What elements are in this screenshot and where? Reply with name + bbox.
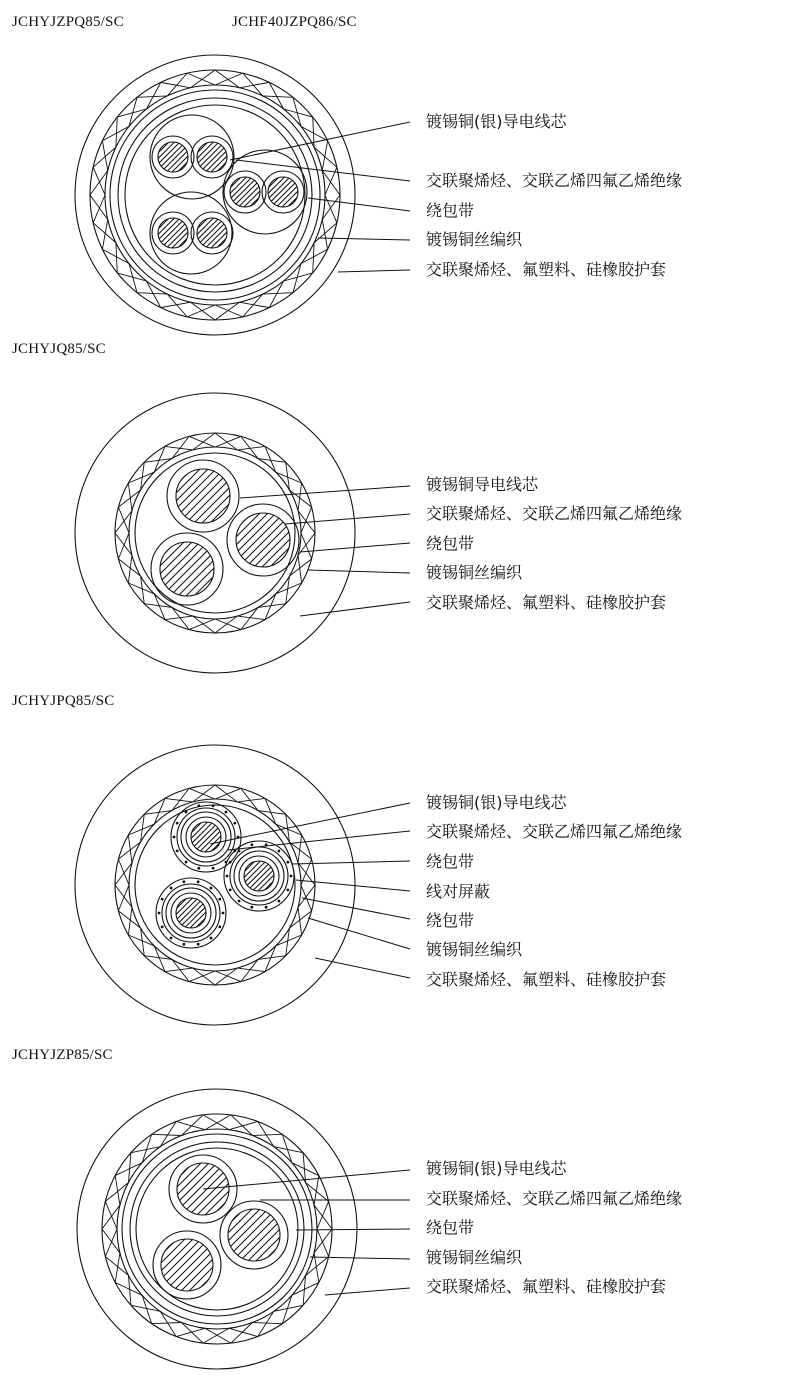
braid-wire	[229, 1328, 258, 1336]
braid-wire	[116, 117, 117, 147]
hatch-line	[216, 1209, 268, 1261]
model-label: JCHF40JZPQ86/SC	[232, 14, 357, 30]
callout-label: 绕包带	[426, 1218, 475, 1237]
braid-outer-ring	[115, 433, 315, 633]
braid-wire	[137, 96, 167, 97]
conductor-core	[197, 218, 227, 248]
braid-wire	[118, 885, 129, 911]
conductor-core	[230, 177, 260, 207]
conductor-hatch	[128, 218, 213, 248]
insulation	[167, 460, 239, 532]
leader-line	[308, 918, 410, 949]
conductor-core	[176, 469, 230, 523]
shield-dot	[182, 943, 185, 946]
conductor-core	[160, 542, 214, 596]
braid-outer-ring	[115, 785, 315, 985]
shield-dot	[170, 937, 173, 940]
shield-dot	[161, 925, 164, 928]
braid-wire	[116, 243, 117, 273]
hatch-line	[189, 1163, 241, 1215]
callout-label: 交联聚烯烃、氟塑料、硅橡胶护套	[426, 260, 667, 279]
leader-line	[228, 831, 410, 850]
callout-label: 线对屏蔽	[426, 882, 491, 901]
braid-wire	[215, 73, 243, 85]
conductor-hatch	[167, 218, 252, 248]
hatch-line	[178, 469, 232, 523]
conductor-hatch	[238, 177, 323, 207]
inner-ring	[130, 1142, 304, 1316]
braid-wire	[105, 1229, 117, 1257]
braid-wire	[215, 971, 241, 982]
hatch-line	[173, 1163, 225, 1215]
braid-wire	[263, 293, 293, 294]
callout-label: 镀锡铜(银)导电线芯	[426, 1159, 567, 1178]
insulation	[181, 812, 231, 862]
braid-wire	[137, 293, 167, 294]
shield-dot	[170, 887, 173, 890]
hatch-line	[162, 542, 216, 596]
cable-section-2	[0, 340, 801, 690]
braid-wire	[205, 1115, 231, 1130]
hatch-line	[240, 1209, 292, 1261]
callout-label: 镀锡铜导电线芯	[426, 475, 539, 494]
shield-dot	[173, 836, 176, 839]
callout-label: 交联聚烯烃、交联乙烯四氟乙烯绝缘	[426, 822, 683, 841]
shield-dot	[212, 804, 215, 807]
leader-line	[325, 1288, 410, 1295]
shield-dot	[229, 888, 232, 891]
braid-wire	[118, 507, 129, 533]
hatch-line	[262, 513, 316, 567]
braid-wire	[215, 619, 241, 630]
shield-dot	[185, 811, 188, 814]
braid-wire	[205, 1328, 231, 1343]
braid-wire	[301, 507, 312, 533]
hatch-line	[208, 1209, 260, 1261]
conductor-hatch	[122, 469, 280, 523]
hatch-line	[154, 469, 208, 523]
shield-dot	[210, 937, 213, 940]
hatch-line	[157, 1163, 209, 1215]
braid-inner-ring	[105, 85, 325, 305]
callout-label: 交联聚烯烃、氟塑料、硅橡胶护套	[426, 1277, 667, 1296]
model-label: JCHYJZPQ85/SC	[12, 14, 124, 30]
shield-dot	[286, 888, 289, 891]
conductor-core	[158, 218, 188, 248]
shield-dot	[278, 850, 281, 853]
hatch-line	[128, 218, 158, 248]
braid-wire	[252, 1134, 282, 1135]
shield-dot	[225, 811, 228, 814]
leader-line	[296, 1229, 410, 1230]
shield-dot	[182, 880, 185, 883]
cable-section-3	[0, 690, 801, 1045]
conductor-core	[191, 822, 221, 852]
hatch-line	[106, 542, 160, 596]
cable-section-4	[0, 1045, 801, 1380]
insulation	[227, 504, 299, 576]
braid-wire	[152, 1134, 182, 1135]
conductor-core	[197, 142, 227, 172]
braid-wire	[187, 73, 215, 85]
leader-line	[203, 1170, 410, 1189]
callout-label: 交联聚烯烃、交联乙烯四氟乙烯绝缘	[426, 171, 683, 190]
braid-wire	[176, 1328, 205, 1336]
hatch-line	[194, 542, 248, 596]
conductor-core	[176, 898, 206, 928]
hatch-line	[186, 469, 240, 523]
outer-sheath	[75, 745, 355, 1025]
insulation	[151, 533, 223, 605]
conductor-hatch	[128, 142, 213, 172]
braid-wire	[229, 1121, 258, 1129]
leader-line	[285, 514, 410, 524]
callout-label: 绕包带	[426, 852, 475, 871]
braid-wire	[189, 436, 215, 447]
callout-label: 绕包带	[426, 201, 475, 220]
hatch-line	[186, 542, 240, 596]
hatch-line	[170, 469, 224, 523]
outer-sheath	[75, 393, 355, 673]
conductor-core	[268, 177, 298, 207]
pair-wrap	[223, 150, 307, 234]
shield-dot	[238, 850, 241, 853]
braid-wire	[325, 195, 337, 223]
shield-dot	[185, 861, 188, 864]
insulation	[234, 851, 284, 901]
shield-dot	[278, 900, 281, 903]
shield-dot	[229, 861, 232, 864]
callout-label: 交联聚烯烃、氟塑料、硅橡胶护套	[426, 970, 667, 989]
cable-section-1	[0, 0, 801, 340]
hatch-line	[170, 542, 224, 596]
braid-wire	[105, 1201, 117, 1229]
shield-dot	[212, 867, 215, 870]
shield-dot	[158, 912, 161, 915]
braid-wire	[203, 1328, 229, 1343]
braid-wire	[317, 1201, 329, 1229]
leader-line	[292, 861, 410, 864]
callout-label: 镀锡铜丝编织	[426, 940, 523, 959]
hatch-line	[173, 1239, 225, 1291]
leader-line	[308, 198, 410, 211]
braid-wire	[215, 436, 241, 447]
hatch-line	[189, 1239, 241, 1291]
hatch-line	[157, 1239, 209, 1291]
callout-label: 镀锡铜(银)导电线芯	[426, 112, 567, 131]
hatch-line	[178, 542, 232, 596]
braid-wire	[317, 1229, 329, 1257]
hatch-line	[200, 1209, 252, 1261]
braid-wire	[215, 305, 243, 317]
shield-dot	[265, 906, 268, 909]
wrap-tape	[122, 1134, 312, 1324]
hatch-line	[138, 542, 192, 596]
leader-line	[236, 160, 410, 181]
leader-line	[302, 898, 410, 919]
hatch-line	[165, 1163, 217, 1215]
model-label: JCHYJZP85/SC	[12, 1047, 113, 1063]
braid-wire	[252, 1323, 282, 1324]
braid-wire	[215, 788, 241, 799]
leader-line	[338, 270, 410, 272]
hatch-line	[194, 469, 248, 523]
shield-dot	[210, 887, 213, 890]
wrap-tape	[135, 453, 295, 613]
conductor-hatch	[106, 542, 264, 596]
insulation	[153, 1231, 221, 1299]
shield-dot	[250, 843, 253, 846]
leader-line	[240, 486, 410, 498]
hatch-line	[248, 1209, 300, 1261]
model-label: JCHYJQ85/SC	[12, 341, 106, 357]
braid-inner-ring	[129, 447, 301, 619]
callout-label: 交联聚烯烃、交联乙烯四氟乙烯绝缘	[426, 504, 683, 523]
outer-sheath	[75, 55, 355, 335]
braid-wire	[152, 1323, 182, 1324]
braid-wire	[118, 533, 129, 559]
callout-label: 交联聚烯烃、氟塑料、硅橡胶护套	[426, 593, 667, 612]
braid-wire	[93, 167, 105, 195]
braid-wire	[176, 1121, 205, 1129]
braid-wire	[118, 859, 129, 885]
conductor-core	[228, 1209, 280, 1261]
cable-cross-section-diagram	[0, 0, 801, 340]
callout-label: 镀锡铜(银)导电线芯	[426, 793, 567, 812]
callout-label: 镀锡铜丝编织	[426, 1248, 523, 1267]
braid-wire	[93, 195, 105, 223]
cable-cross-section-diagram	[0, 1045, 801, 1380]
shield-dot	[290, 875, 293, 878]
leader-line	[310, 1257, 410, 1259]
hatch-line	[128, 142, 158, 172]
conductor-core	[236, 513, 290, 567]
hatch-line	[222, 513, 276, 567]
model-label: JCHYJPQ85/SC	[12, 693, 115, 709]
shield-dot	[250, 906, 253, 909]
hatch-line	[205, 1163, 257, 1215]
hatch-line	[165, 1239, 217, 1291]
shield-dot	[233, 822, 236, 825]
shield-dot	[226, 875, 229, 878]
shield-dot	[197, 867, 200, 870]
shield-dot	[238, 900, 241, 903]
insulation	[220, 1201, 288, 1269]
conductor-core	[158, 142, 188, 172]
hatch-line	[146, 542, 200, 596]
braid-wire	[189, 619, 215, 630]
hatch-line	[230, 513, 284, 567]
callout-label: 镀锡铜丝编织	[426, 563, 523, 582]
braid-wire	[313, 243, 314, 273]
leader-line	[296, 880, 410, 891]
conductor-hatch	[167, 142, 252, 172]
shield-dot	[218, 898, 221, 901]
callout-label: 交联聚烯烃、交联乙烯四氟乙烯绝缘	[426, 1189, 683, 1208]
callout-label: 绕包带	[426, 911, 475, 930]
leader-line	[300, 602, 410, 616]
hatch-line	[162, 469, 216, 523]
shield-dot	[161, 898, 164, 901]
shield-dot	[197, 880, 200, 883]
shield-dot	[222, 912, 225, 915]
hatch-line	[154, 542, 208, 596]
outer-sheath	[77, 1089, 357, 1369]
braid-wire	[203, 1115, 229, 1130]
shield-dot	[197, 804, 200, 807]
pair-wrap	[150, 115, 234, 199]
shield-dot	[197, 943, 200, 946]
braid-wire	[263, 96, 293, 97]
braid-wire	[187, 305, 215, 317]
shield-dot	[286, 861, 289, 864]
hatch-line	[149, 1163, 201, 1215]
shield-dot	[218, 925, 221, 928]
hatch-line	[202, 469, 256, 523]
callout-label: 镀锡铜丝编织	[426, 230, 523, 249]
hatch-line	[246, 513, 300, 567]
shield-dot	[176, 822, 179, 825]
braid-outer-ring	[90, 70, 340, 320]
leader-line	[315, 958, 410, 978]
conductor-core	[244, 861, 274, 891]
braid-wire	[189, 788, 215, 799]
braid-wire	[189, 971, 215, 982]
leader-line	[308, 570, 410, 573]
insulation	[166, 888, 216, 938]
hatch-line	[133, 1239, 185, 1291]
hatch-line	[224, 1209, 276, 1261]
callout-label: 绕包带	[426, 534, 475, 553]
cable-cross-section-diagram	[0, 690, 801, 1045]
hatch-line	[181, 1239, 233, 1291]
hatch-line	[232, 1209, 284, 1261]
shield-dot	[176, 849, 179, 852]
braid-wire	[301, 533, 312, 559]
hatch-line	[238, 513, 292, 567]
conductor-core	[161, 1239, 213, 1291]
